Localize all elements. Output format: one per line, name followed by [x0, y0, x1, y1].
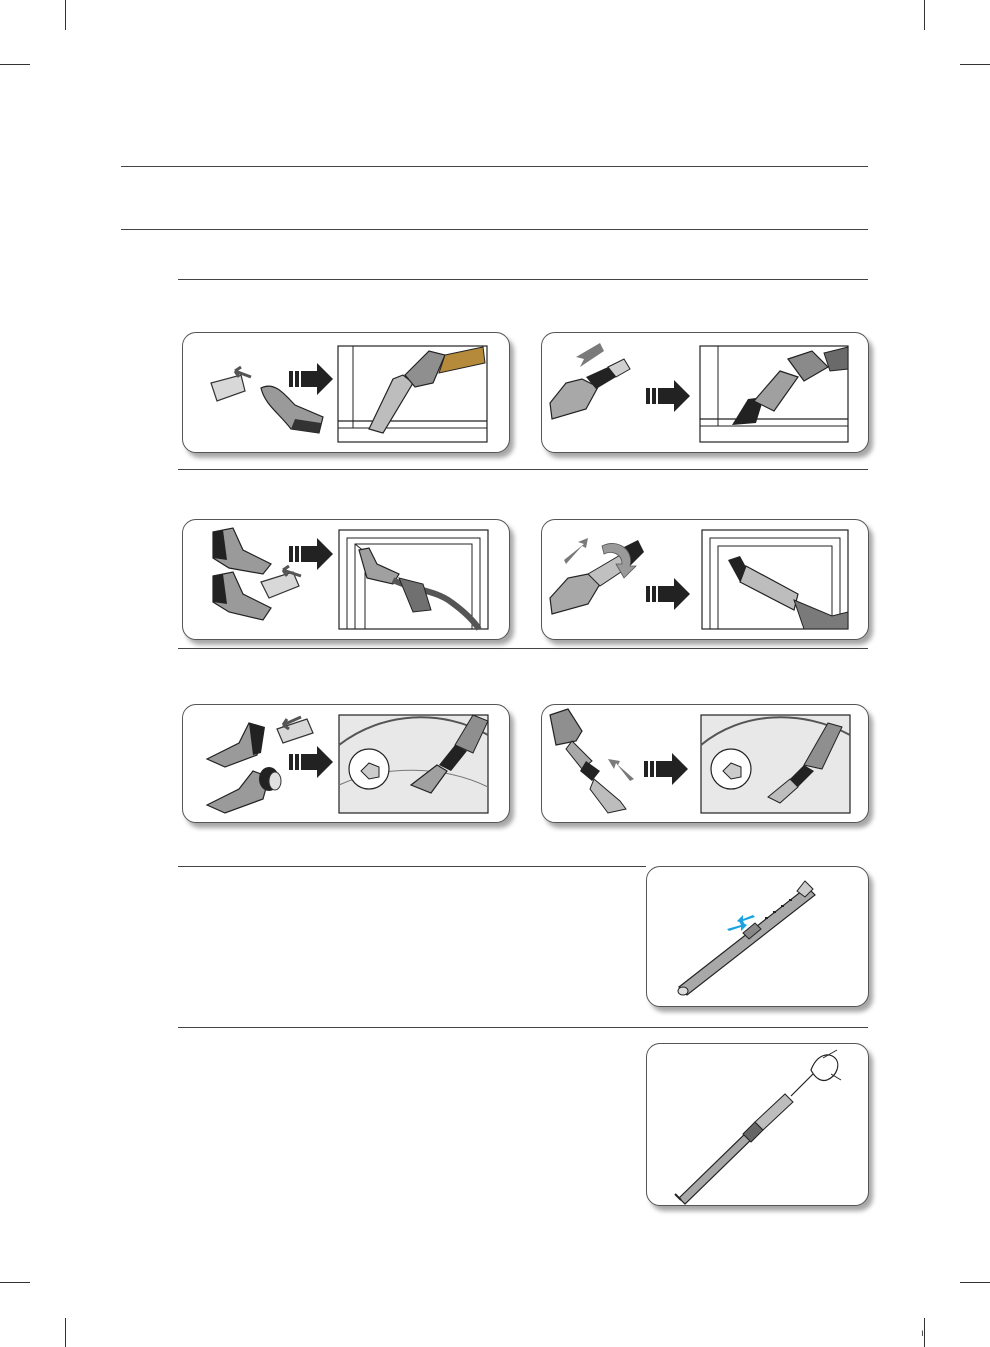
section-rule-brush [178, 469, 868, 470]
brush-in-use-illustration [339, 530, 488, 629]
section-rule-crevice [178, 279, 868, 280]
crop-mark [924, 0, 925, 30]
crevice-tool-fit-panel [182, 332, 510, 453]
blockage-removal-panel [646, 1043, 869, 1206]
crop-mark [0, 1282, 30, 1283]
insert-direction-icon [283, 566, 301, 576]
hand-icon [811, 1050, 841, 1081]
step-arrow-icon [646, 578, 690, 610]
upholstery-in-use-illustration [701, 715, 850, 813]
section-rule-upholstery [178, 648, 868, 649]
upholstery-in-use-illustration [339, 715, 488, 813]
crevice-in-use-illustration [700, 346, 848, 442]
step-arrow-icon [644, 753, 688, 785]
step-arrow-icon [289, 538, 333, 570]
brush-tool-stored-panel [541, 519, 869, 640]
step-arrow-icon [646, 380, 690, 412]
upholstery-tool-stored-panel [541, 704, 869, 823]
brush-tool-fit-panel [182, 519, 510, 640]
crop-mark [65, 1318, 66, 1347]
insert-direction-icon [564, 538, 588, 564]
crevice-in-use-illustration [338, 346, 487, 442]
step-arrow-icon [289, 363, 333, 395]
header-rule-top [121, 166, 868, 167]
telescopic-pipe-panel [646, 866, 869, 1007]
insert-direction-icon [608, 759, 634, 781]
section-rule-telescopic-pipe [178, 866, 646, 867]
pipe-cleaning-illustration [675, 1074, 813, 1204]
crop-mark [960, 1282, 990, 1283]
brush-in-use-illustration [702, 530, 848, 629]
crop-mark [65, 0, 66, 30]
insert-direction-icon [576, 343, 604, 367]
crop-mark [0, 64, 30, 65]
handle-with-crevice-illustration [550, 359, 630, 419]
telescopic-pipe-illustration [678, 881, 815, 995]
page-folio: ı [921, 1328, 924, 1339]
handle-with-brush-illustration [550, 540, 644, 614]
section-rule-blockage [178, 1027, 868, 1028]
crop-mark [960, 64, 990, 65]
crevice-tool-stored-panel [541, 332, 869, 453]
upholstery-tool-fit-panel [182, 704, 510, 823]
crop-mark [924, 1318, 925, 1347]
insert-direction-icon [235, 367, 251, 377]
step-arrow-icon [289, 746, 333, 778]
header-rule-bottom [121, 229, 868, 230]
